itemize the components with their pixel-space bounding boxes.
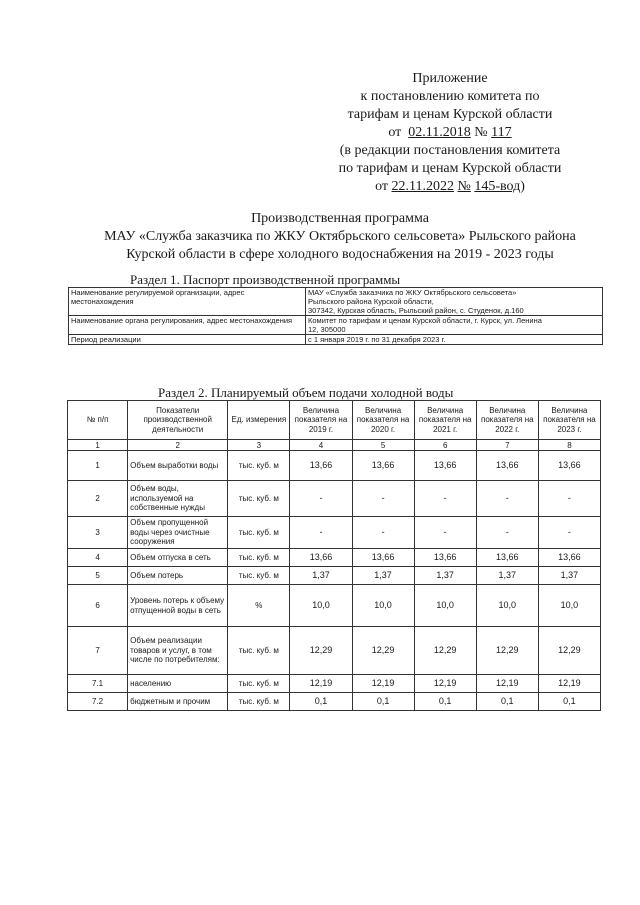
- passport-row: [69, 316, 603, 335]
- indicator-name: бюджетным и прочим: [128, 693, 228, 711]
- unit: тыс. куб. м: [228, 627, 290, 675]
- table-row: [68, 517, 601, 549]
- row-number: 7.1: [68, 675, 128, 693]
- value-cell: 12,29: [476, 627, 538, 675]
- value-cell: 0,1: [352, 693, 414, 711]
- value-cell: -: [476, 481, 538, 517]
- value-cell: 1,37: [352, 567, 414, 585]
- unit: тыс. куб. м: [228, 517, 290, 549]
- passport-value-line: Комитет по тарифам и ценам Курской области, г. Курск, ул. Ленина: [308, 316, 542, 325]
- passport-row: [69, 288, 603, 316]
- value-cell: 13,66: [352, 451, 414, 481]
- passport-value: [306, 335, 603, 345]
- value-cell: 12,19: [414, 675, 476, 693]
- column-number: 8: [538, 440, 600, 451]
- edit-date: 22.11.2022: [391, 179, 454, 194]
- row-number: 7.2: [68, 693, 128, 711]
- passport-value-line: Рыльского района Курской области,: [308, 297, 434, 306]
- table-row: [68, 675, 601, 693]
- passport-value-line: 12, 305000: [308, 325, 346, 334]
- value-cell: 1,37: [538, 567, 600, 585]
- close-paren: ): [520, 179, 525, 194]
- column-number: 6: [414, 440, 476, 451]
- value-cell: 1,37: [290, 567, 352, 585]
- appendix-title: Приложение: [412, 71, 488, 86]
- value-cell: 12,29: [538, 627, 600, 675]
- indicator-name: Объем реализации товаров и услуг, в том числе по потребителям:: [128, 627, 228, 675]
- table-row: [68, 567, 601, 585]
- section1-title: Раздел 1. Паспорт производственной программы: [130, 272, 401, 287]
- column-number: 1: [68, 440, 128, 451]
- unit: тыс. куб. м: [228, 567, 290, 585]
- table-row: [68, 627, 601, 675]
- value-cell: 12,19: [352, 675, 414, 693]
- value-cell: 10,0: [414, 585, 476, 627]
- passport-value-line: с 1 января 2019 г. по 31 декабря 2023 г.: [308, 335, 446, 344]
- resolution-number: 117: [491, 125, 512, 140]
- column-number: 3: [228, 440, 290, 451]
- table-row: [68, 481, 601, 517]
- row-number: 2: [68, 481, 128, 517]
- edit-number-sign: №: [457, 179, 471, 194]
- row-number: 3: [68, 517, 128, 549]
- column-number: 5: [352, 440, 414, 451]
- passport-value-line: 307342, Курская область, Рыльский район, с. Студенок, д.160: [308, 306, 524, 315]
- value-cell: -: [538, 517, 600, 549]
- table-row: [68, 693, 601, 711]
- edit-date-line: [300, 178, 600, 196]
- table-row: [68, 451, 601, 481]
- indicator-name: Объем выработки воды: [128, 451, 228, 481]
- unit: %: [228, 585, 290, 627]
- value-cell: 13,66: [476, 549, 538, 567]
- column-number-row: [68, 440, 601, 451]
- indicator-name: Объем потерь: [128, 567, 228, 585]
- value-cell: 13,66: [538, 549, 600, 567]
- column-header: Величина показателя на 2023 г.: [538, 401, 600, 440]
- indicator-name: Объем пропущенной воды через очистные сооружения: [128, 517, 228, 549]
- column-number: 4: [290, 440, 352, 451]
- appendix-line-2: тарифам и ценам Курской области: [347, 107, 553, 122]
- value-cell: 12,29: [414, 627, 476, 675]
- value-cell: 10,0: [476, 585, 538, 627]
- row-number: 6: [68, 585, 128, 627]
- value-cell: 13,66: [290, 549, 352, 567]
- passport-table: [68, 287, 603, 345]
- column-header: Величина показателя на 2020 г.: [352, 401, 414, 440]
- value-cell: 12,19: [476, 675, 538, 693]
- program-title-line-3: Курской области в сфере холодного водоснабжения на 2019 - 2023 годы: [126, 247, 554, 262]
- value-cell: -: [414, 481, 476, 517]
- passport-label: Период реализации: [69, 335, 306, 345]
- table-row: [68, 549, 601, 567]
- value-cell: -: [290, 481, 352, 517]
- value-cell: 0,1: [538, 693, 600, 711]
- value-cell: 0,1: [414, 693, 476, 711]
- value-cell: 10,0: [290, 585, 352, 627]
- edit-date-prefix: от: [375, 179, 388, 194]
- value-cell: 1,37: [476, 567, 538, 585]
- value-cell: 13,66: [290, 451, 352, 481]
- indicator-name: населению: [128, 675, 228, 693]
- value-cell: 0,1: [476, 693, 538, 711]
- value-cell: 12,19: [538, 675, 600, 693]
- value-cell: -: [352, 481, 414, 517]
- value-cell: 12,29: [290, 627, 352, 675]
- passport-value-line: МАУ «Служба заказчика по ЖКУ Октябрьского сельсовета»: [308, 288, 517, 297]
- unit: тыс. куб. м: [228, 693, 290, 711]
- value-cell: 12,19: [290, 675, 352, 693]
- column-header: Величина показателя на 2021 г.: [414, 401, 476, 440]
- value-cell: -: [290, 517, 352, 549]
- section2-title: Раздел 2. Планируемый объем подачи холодной воды: [158, 385, 454, 400]
- value-cell: 12,29: [352, 627, 414, 675]
- table-header-row: [68, 401, 601, 440]
- unit: тыс. куб. м: [228, 451, 290, 481]
- value-cell: 13,66: [352, 549, 414, 567]
- row-number: 4: [68, 549, 128, 567]
- column-header: Показатели производственной деятельности: [128, 401, 228, 440]
- value-cell: -: [414, 517, 476, 549]
- program-title-line-2: МАУ «Служба заказчика по ЖКУ Октябрьского сельсовета» Рыльского района: [104, 229, 576, 244]
- program-title: [60, 210, 620, 264]
- value-cell: -: [352, 517, 414, 549]
- unit: тыс. куб. м: [228, 675, 290, 693]
- value-cell: 10,0: [352, 585, 414, 627]
- appendix-date-line: [300, 124, 600, 142]
- appendix-block: [300, 70, 600, 196]
- indicator-name: Уровень потерь к объему отпущенной воды в сеть: [128, 585, 228, 627]
- value-cell: 13,66: [538, 451, 600, 481]
- row-number: 5: [68, 567, 128, 585]
- program-title-line-1: Производственная программа: [251, 211, 429, 226]
- value-cell: 1,37: [414, 567, 476, 585]
- date-prefix: от: [388, 125, 402, 140]
- value-cell: -: [538, 481, 600, 517]
- column-number: 2: [128, 440, 228, 451]
- indicator-name: Объем воды, используемой на собственные нужды: [128, 481, 228, 517]
- value-cell: -: [476, 517, 538, 549]
- passport-value: [306, 288, 603, 316]
- value-cell: 13,66: [414, 549, 476, 567]
- passport-label: Наименование органа регулирования, адрес местонахождения: [69, 316, 306, 335]
- edit-number: 145-вод: [474, 179, 521, 194]
- value-cell: 0,1: [290, 693, 352, 711]
- appendix-line-1: к постановлению комитета по: [360, 89, 540, 104]
- passport-row: [69, 335, 603, 345]
- value-cell: 13,66: [476, 451, 538, 481]
- row-number: 7: [68, 627, 128, 675]
- column-header: № п/п: [68, 401, 128, 440]
- column-header: Величина показателя на 2022 г.: [476, 401, 538, 440]
- column-header: Ед. измерения: [228, 401, 290, 440]
- column-number: 7: [476, 440, 538, 451]
- unit: тыс. куб. м: [228, 481, 290, 517]
- number-sign: №: [474, 125, 488, 140]
- table-row: [68, 585, 601, 627]
- value-cell: 10,0: [538, 585, 600, 627]
- resolution-date: 02.11.2018: [408, 125, 471, 140]
- volume-table: [67, 400, 601, 711]
- value-cell: 13,66: [414, 451, 476, 481]
- unit: тыс. куб. м: [228, 549, 290, 567]
- edit-line-1: (в редакции постановления комитета: [339, 143, 561, 158]
- indicator-name: Объем отпуска в сеть: [128, 549, 228, 567]
- passport-value: [306, 316, 603, 335]
- column-header: Величина показателя на 2019 г.: [290, 401, 352, 440]
- edit-line-2: по тарифам и ценам Курской области: [338, 161, 562, 176]
- row-number: 1: [68, 451, 128, 481]
- passport-label: Наименование регулируемой организации, адрес местонахождения: [69, 288, 306, 316]
